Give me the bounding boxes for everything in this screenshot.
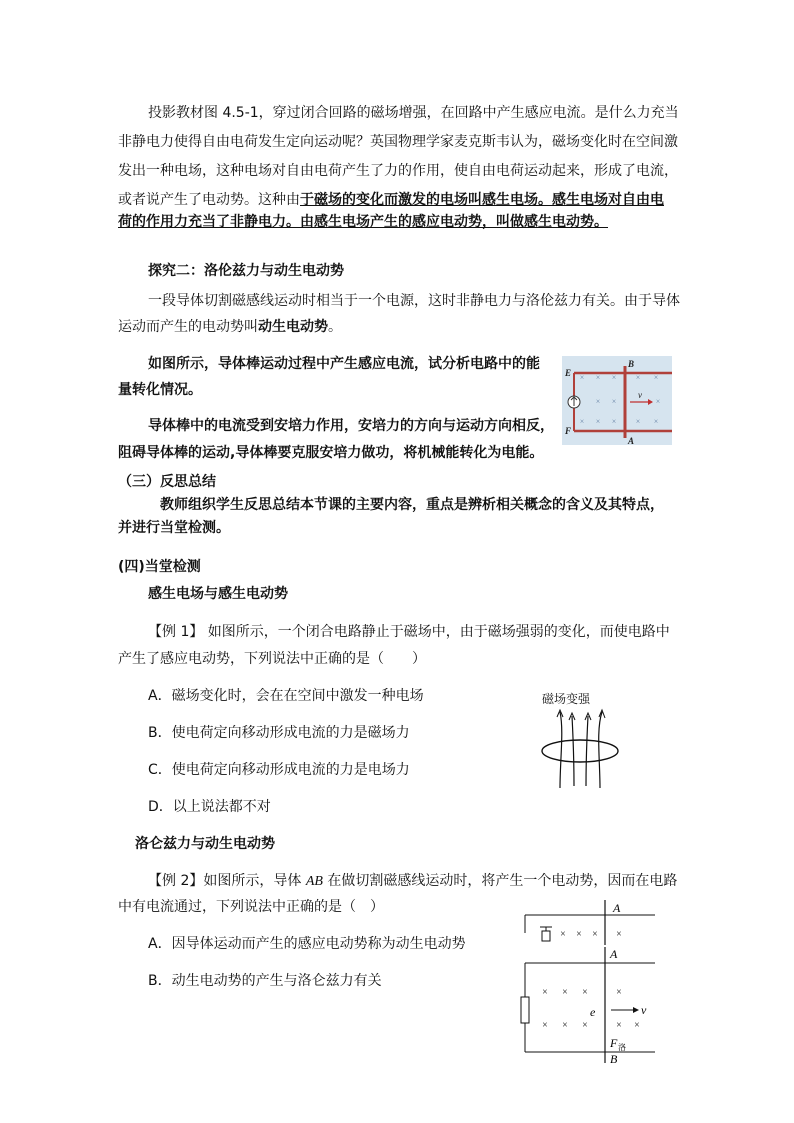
svg-text:×: ×	[611, 397, 617, 406]
svg-text:×: ×	[562, 987, 568, 998]
example2-line2: 中有电流通过，下列说法中正确的是（ ）	[118, 899, 384, 915]
fig1-cross: ×	[579, 373, 585, 382]
para1-line1: 投影教材图 4.5-1，穿过闭合回路的磁场增强，在回路中产生感应电流。是什么力充当	[148, 105, 679, 121]
svg-text:×: ×	[595, 397, 601, 406]
svg-text:×: ×	[592, 929, 598, 940]
svg-text:×: ×	[542, 1020, 548, 1031]
example1-option-a: A．磁场变化时，会在在空间中激发一种电场	[148, 688, 424, 704]
svg-text:×: ×	[576, 929, 582, 940]
section3-line1: 教师组织学生反思总结本节课的主要内容，重点是辨析相关概念的含义及其特点，	[160, 497, 664, 513]
example2-line1	[148, 867, 677, 896]
explore2-heading: 探究二：洛伦兹力与动生电动势	[148, 263, 344, 279]
fig3-label-e: e	[590, 1005, 596, 1019]
svg-text:×: ×	[635, 373, 641, 382]
svg-text:×: ×	[611, 373, 617, 382]
answer-line1: 导体棒中的电流受到安培力作用，安培力的方向与运动方向相反，	[148, 418, 554, 434]
para1-definition-end: 荷的作用力充当了非静电力。由感生电场产生的感应电动势，叫做感生电动势。	[118, 214, 608, 230]
explore2-line2	[118, 313, 342, 341]
svg-text:×: ×	[635, 417, 641, 426]
svg-text:×: ×	[582, 1020, 588, 1031]
svg-text:×: ×	[616, 929, 622, 940]
fig3-label-b: B	[610, 1052, 618, 1065]
para1-line2: 非静电力使得自由电荷发生定向运动呢？英国物理学家麦克斯韦认为，磁场变化时在空间激	[118, 134, 678, 150]
para1-definition-start: 于磁场的变化而激发的电场叫感生电场。感生电场对自由电	[300, 192, 664, 208]
svg-text:×: ×	[542, 987, 548, 998]
conductor-ab-figure	[515, 895, 665, 1065]
sub-heading-motional: 洛仑兹力与动生电动势	[135, 836, 275, 852]
motional-emf-term: 动生电动势	[258, 319, 328, 335]
example1-line1: 【例 1】 如图所示，一个闭合电路静止于磁场中，由于磁场强弱的变化，而使电路中	[148, 624, 670, 640]
svg-text:×: ×	[616, 987, 622, 998]
rail-circuit-figure	[562, 356, 672, 445]
svg-text:×: ×	[582, 987, 588, 998]
para1-line4-plain: 或者说产生了电动势。这种由	[118, 192, 300, 208]
fig2-label: 磁场变强	[542, 692, 591, 706]
field-loop-figure	[530, 690, 630, 790]
svg-text:×: ×	[653, 417, 659, 426]
example2-option-a: A．因导体运动而产生的感应电动势称为动生电动势	[148, 936, 466, 952]
example1-option-c: C．使电荷定向移动形成电流的力是电场力	[148, 762, 410, 778]
sub-heading-induced: 感生电场与感生电动势	[148, 586, 288, 602]
explore2-line2-c: 。	[328, 319, 342, 335]
example2-option-b: B．动生电动势的产生与洛仑兹力有关	[148, 973, 382, 989]
explore2-line1: 一段导体切割磁感线运动时相当于一个电源，这时非静电力与洛伦兹力有关。由于导体	[148, 293, 680, 309]
svg-text:×: ×	[634, 1020, 640, 1031]
svg-text:×: ×	[595, 417, 601, 426]
question-line1: 如图所示，导体棒运动过程中产生感应电流，试分析电路中的能	[148, 356, 540, 372]
svg-text:×: ×	[579, 417, 585, 426]
svg-text:×: ×	[562, 1020, 568, 1031]
para1-line3: 发出一种电场，这种电场对自由电荷产生了力的作用，使自由电荷运动起来，形成了电流，	[118, 163, 678, 179]
section3-heading: （三）反思总结	[118, 474, 216, 490]
svg-text:×: ×	[653, 373, 659, 382]
fig3-label-v: v	[641, 1003, 647, 1017]
answer-line2: 阻碍导体棒的运动,导体棒要克服安培力做功，将机械能转化为电能。	[118, 445, 544, 461]
conductor-ab: AB	[305, 874, 323, 889]
example1-option-d: D．以上说法都不对	[148, 799, 271, 815]
example2-line1-a: 【例 2】如图所示，导体	[148, 873, 306, 889]
fig1-label-f: F	[565, 426, 572, 436]
fig1-label-v: v	[638, 390, 642, 400]
svg-text:×: ×	[560, 929, 566, 940]
section3-line2: 并进行当堂检测。	[118, 520, 230, 536]
question-line2: 量转化情况。	[118, 382, 202, 398]
fig3-label-f: F	[610, 1036, 618, 1050]
fig1-label-a: A	[628, 436, 635, 445]
fig3-label-sub: 洛	[618, 1043, 626, 1052]
example1-line2: 产生了感应电动势，下列说法中正确的是（ ）	[118, 651, 426, 667]
svg-text:×: ×	[595, 373, 601, 382]
svg-text:×: ×	[611, 417, 617, 426]
example1-option-b: B．使电荷定向移动形成电流的力是磁场力	[148, 725, 410, 741]
fig3-top-label-a: A	[613, 901, 621, 915]
explore2-line2-a: 运动而产生的电动势叫	[118, 319, 258, 335]
fig1-label-b: B	[628, 359, 635, 369]
section4-heading: (四)当堂检测	[118, 559, 201, 575]
fig1-label-e: E	[565, 368, 572, 378]
svg-text:×: ×	[655, 397, 661, 406]
svg-text:×: ×	[616, 1020, 622, 1031]
example2-line1-c: 在做切割磁感线运动时，将产生一个电动势，因而在电路	[322, 873, 678, 889]
fig3-label-a: A	[610, 947, 618, 961]
